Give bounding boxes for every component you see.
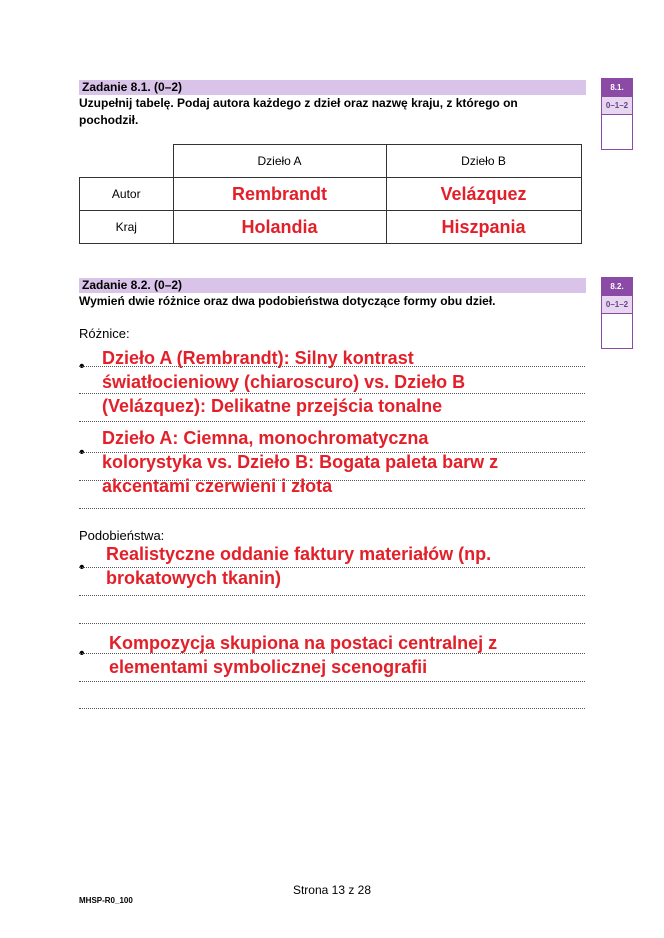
- score-label: 8.2.: [602, 278, 632, 295]
- answer-dotted-line: [79, 595, 585, 596]
- task-8-2-description: Wymień dwie różnice oraz dwa podobieństwa dotyczące formy obu dzieł.: [79, 294, 496, 308]
- difference-2-answer[interactable]: [102, 426, 498, 498]
- table-row: [80, 211, 582, 244]
- row-label-author: Autor: [80, 178, 174, 211]
- answer-dotted-line: [79, 681, 585, 682]
- empty-corner-cell: [80, 145, 174, 178]
- answer-line: Dzieło A (Rembrandt): Silny kontrast: [102, 348, 414, 368]
- answer-dotted-line: [79, 421, 585, 422]
- country-a-answer[interactable]: Holandia: [173, 211, 386, 244]
- answer-line: brokatowych tkanin): [106, 568, 282, 588]
- task-8-1-description: Uzupełnij tabelę. Podaj autora każdego z dzieł oraz nazwę kraju, z którego on pochodził.: [79, 96, 518, 127]
- score-range: 0–1–2: [602, 96, 632, 115]
- score-box-8-1: [601, 78, 633, 150]
- bullet: •: [79, 358, 85, 375]
- author-b-answer[interactable]: Velázquez: [386, 178, 581, 211]
- answer-dotted-line: [79, 452, 585, 453]
- answer-line: Kompozycja skupiona na postaci centralnej z: [109, 633, 498, 653]
- answer-dotted-line: [79, 623, 585, 624]
- table-row: [80, 178, 582, 211]
- bullet: •: [79, 645, 85, 662]
- score-box-8-2: [601, 277, 633, 349]
- answer-line: (Velázquez): Delikatne przejścia tonalne: [102, 396, 443, 416]
- answer-line: Dzieło A: Ciemna, monochromatyczna: [102, 428, 429, 448]
- bullet: •: [79, 444, 85, 461]
- country-b-answer[interactable]: Hiszpania: [386, 211, 581, 244]
- similarities-label: Podobieństwa:: [79, 528, 165, 543]
- similarity-1-answer[interactable]: [106, 542, 491, 590]
- answer-dotted-line: [79, 393, 585, 394]
- answer-dotted-line: [79, 708, 585, 709]
- task-8-2-title: Zadanie 8.2. (0–2): [82, 278, 183, 292]
- differences-label: Różnice:: [79, 326, 130, 341]
- answer-dotted-line: [79, 366, 585, 367]
- header-work-b: Dzieło B: [386, 145, 581, 178]
- bullet: •: [79, 559, 85, 576]
- answer-line: akcentami czerwieni i złota: [102, 476, 333, 496]
- author-a-answer[interactable]: Rembrandt: [173, 178, 386, 211]
- difference-1-answer[interactable]: [102, 346, 465, 418]
- document-code: MHSP-R0_100: [79, 896, 133, 905]
- answer-dotted-line: [79, 653, 585, 654]
- answer-line: kolorystyka vs. Dzieło B: Bogata paleta barw z: [102, 452, 499, 472]
- header-work-a: Dzieło A: [173, 145, 386, 178]
- answer-dotted-line: [79, 508, 585, 509]
- answer-dotted-line: [79, 567, 585, 568]
- score-label: 8.1.: [602, 79, 632, 96]
- authors-table: [79, 144, 582, 244]
- score-range: 0–1–2: [602, 295, 632, 314]
- score-field[interactable]: [602, 115, 632, 149]
- page-number: Strona 13 z 28: [292, 883, 372, 897]
- task-8-1-title: Zadanie 8.1. (0–2): [82, 80, 183, 94]
- answer-line: światłocieniowy (chiaroscuro) vs. Dzieło B: [102, 372, 466, 392]
- answer-line: elementami symbolicznej scenografii: [109, 657, 428, 677]
- row-label-country: Kraj: [80, 211, 174, 244]
- answer-dotted-line: [79, 480, 585, 481]
- similarity-2-answer[interactable]: [109, 631, 497, 679]
- score-field[interactable]: [602, 314, 632, 348]
- answer-line: Realistyczne oddanie faktury materiałów (np.: [106, 544, 492, 564]
